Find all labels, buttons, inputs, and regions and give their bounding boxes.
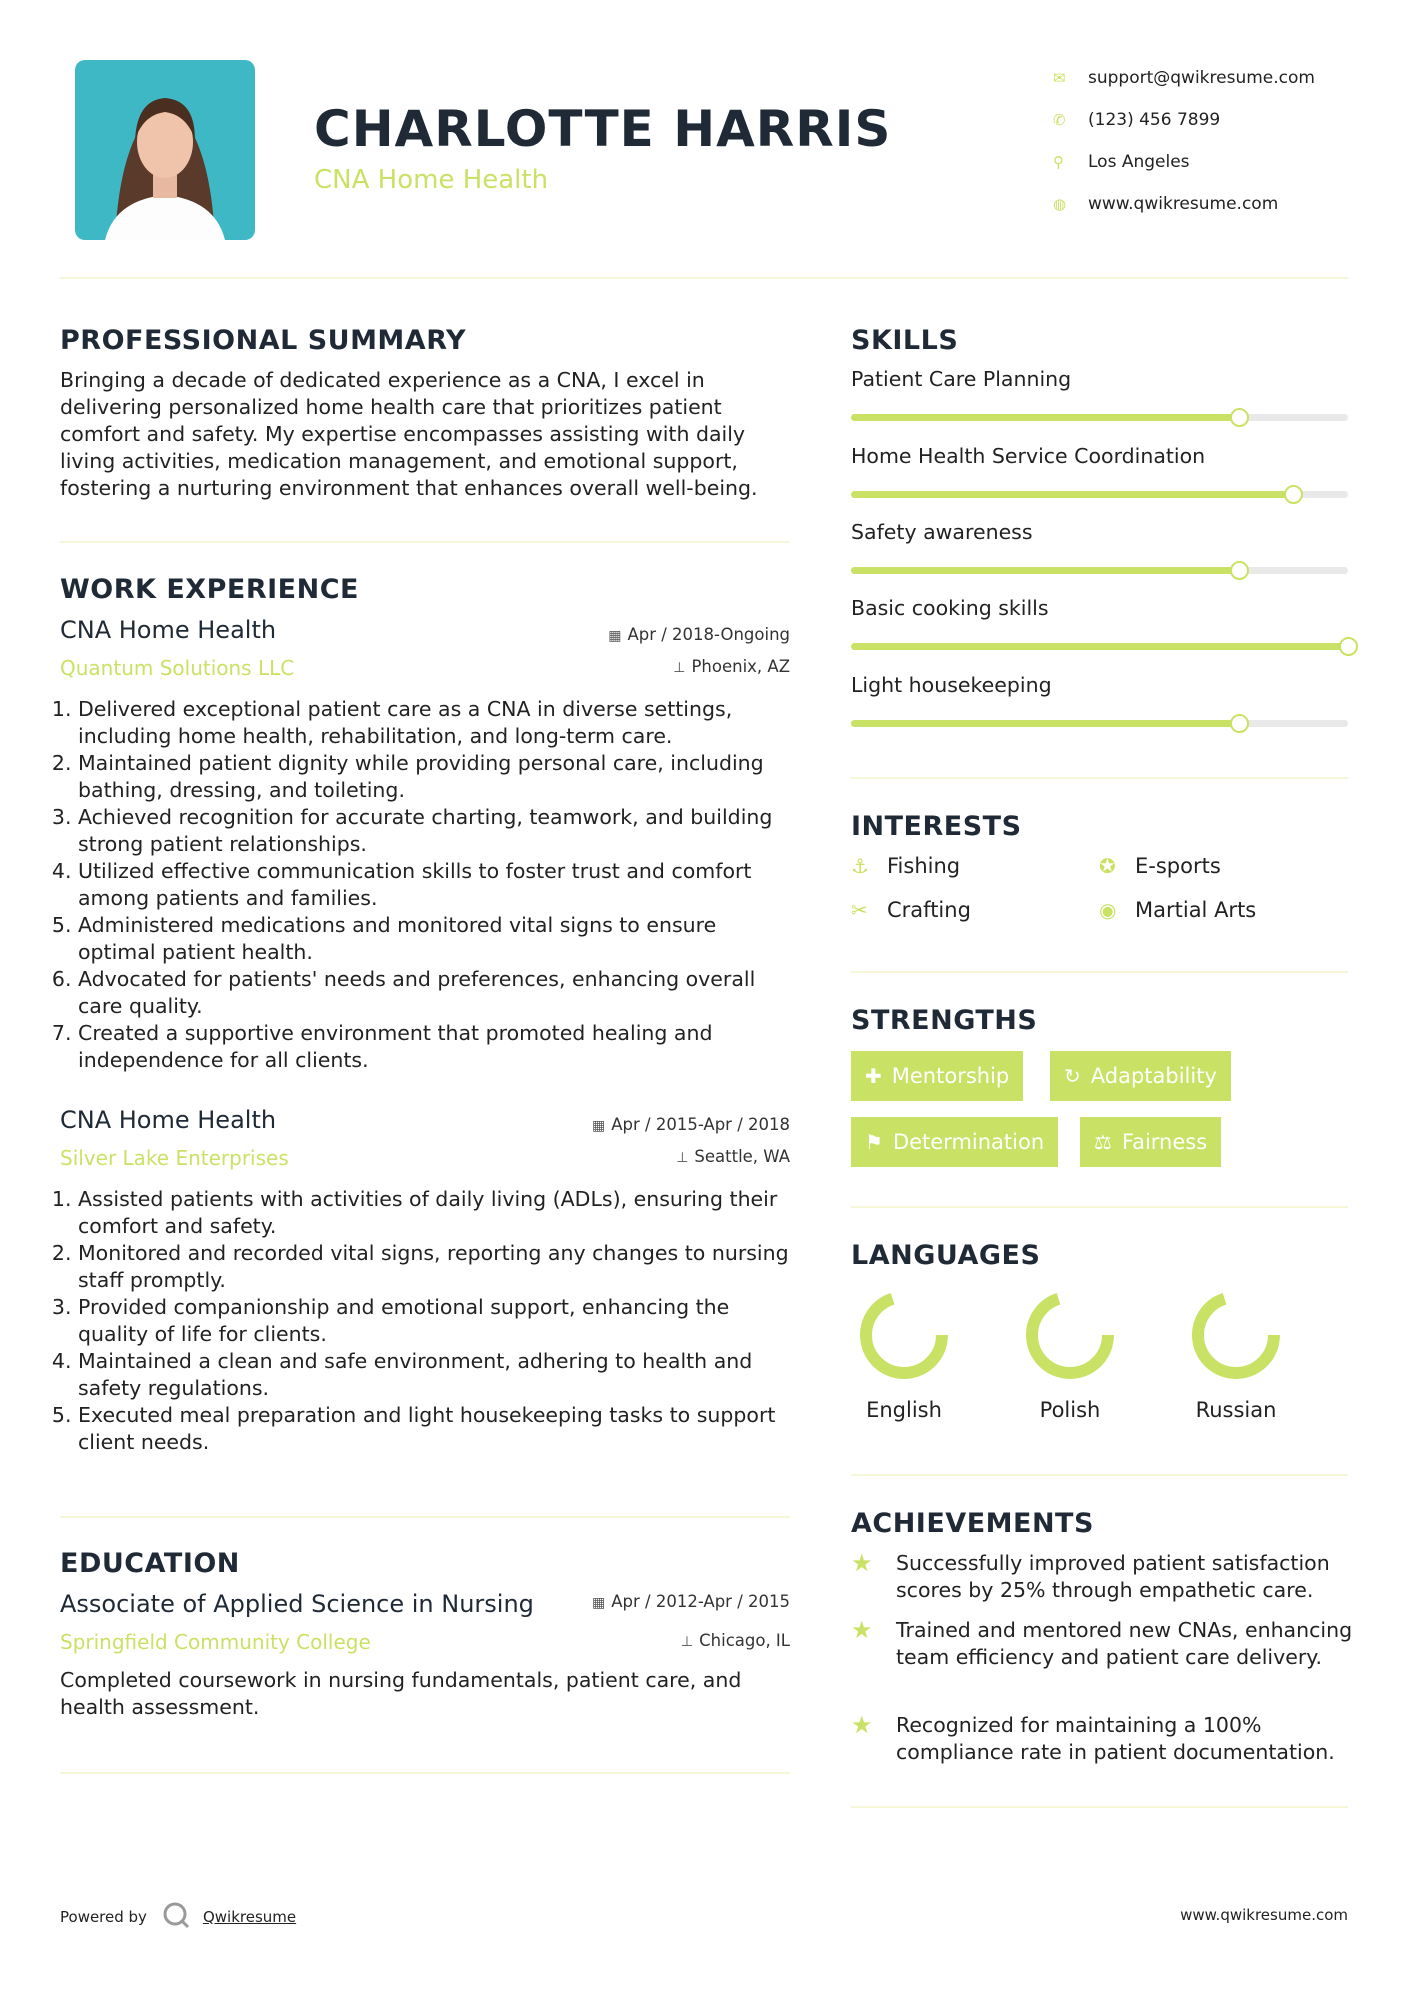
skill-bar [851,720,1348,727]
star-icon: ★ [851,1549,873,1577]
language-item [1005,1290,1135,1422]
strength-badge: ↻ Adaptability [1050,1051,1231,1101]
list-item: 1. Assisted patients with activities of daily living (ADLs), ensuring their comfort and safety. [78,1186,800,1240]
strengths-title: STRENGTHS [851,1005,1038,1036]
interest-item: ✂ Crafting [851,898,971,922]
achievement-item: ★ Recognized for maintaining a 100% compliance rate in patient documentation. [851,1711,1335,1764]
anchor-icon: ⚓ [851,854,869,878]
footer-powered-by [60,1900,296,1934]
interest-item: ◉ Martial Arts [1099,898,1257,922]
education-divider [60,1772,790,1774]
education-title: EDUCATION [60,1548,240,1579]
strength-badge: ⚖ Fairness [1080,1117,1221,1167]
contact-website[interactable] [1050,183,1350,225]
contact-location [1050,141,1350,183]
star-icon: ★ [851,1711,873,1739]
skill-bar [851,643,1348,650]
location-pin-icon: ⚲ [1053,153,1064,171]
calendar-icon: ▦ [592,1595,606,1611]
interest-item: ✪ E-sports [1099,854,1221,878]
skill-bar [851,414,1348,421]
language-item [1171,1290,1301,1422]
refresh-icon: ↻ [1064,1064,1081,1088]
job-location: ⊥ Seattle, WA [676,1147,790,1166]
skill-bar-fill [851,567,1239,574]
calendar-icon: ▦ [592,1118,606,1134]
scissors-icon: ✂ [851,898,868,922]
contact-email-text: support@qwikresume.com [1088,68,1315,88]
interests-title: INTERESTS [851,811,1022,842]
job-dates: ▦ Apr / 2015-Apr / 2018 [592,1115,790,1134]
star-icon: ★ [851,1616,873,1644]
job-title: CNA Home Health [60,1106,277,1134]
skill-bar-knob [1284,485,1303,504]
summary-title: PROFESSIONAL SUMMARY [60,325,467,356]
language-ring [859,1290,949,1380]
job-company: Quantum Solutions LLC [60,656,295,680]
strengths-divider [851,1206,1348,1208]
globe-icon: ◉ [1099,898,1117,922]
language-item [839,1290,969,1422]
pin-icon: ⊥ [673,660,686,676]
job-dates: ▦ Apr / 2018-Ongoing [608,625,790,644]
education-dates: ▦ Apr / 2012-Apr / 2015 [592,1592,790,1611]
skill-bar-fill [851,414,1239,421]
job-duties-list [58,696,800,1074]
skill-bar [851,491,1348,498]
skill-label: Light housekeeping [851,673,1052,697]
summary-text: Bringing a decade of dedicated experience as a CNA, I excel in delivering personalized home health care that prioritizes patient comfort and safety. My expertise encompasses assisting with daily living activities, medication management, and emotional support, fostering a nurturing environment that enhances overall well-being. [60,368,758,500]
education-text: Completed coursework in nursing fundamentals, patient care, and health assessment. [60,1668,742,1719]
gamepad-icon: ✪ [1099,854,1116,878]
languages-divider [851,1474,1348,1476]
skill-bar-knob [1339,637,1358,656]
list-item: 5. Executed meal preparation and light housekeeping tasks to support client needs. [78,1402,800,1456]
strength-badge: ⚑ Determination [851,1117,1058,1167]
experience-divider [60,1516,790,1518]
summary-divider [60,541,790,543]
list-item: 5. Administered medications and monitored vital signs to ensure optimal patient health. [78,912,800,966]
skill-bar-knob [1230,408,1249,427]
job-location: ⊥ Phoenix, AZ [673,657,790,676]
calendar-icon: ▦ [608,628,622,644]
globe-icon: ◍ [1053,195,1067,213]
qwikresume-logo-icon [161,1900,191,1934]
skill-label: Patient Care Planning [851,367,1072,391]
contact-email[interactable] [1050,57,1350,99]
job-duties-list [58,1186,800,1456]
skill-label: Basic cooking skills [851,596,1049,620]
pin-icon: ⊥ [680,1634,694,1650]
list-item: 7. Created a supportive environment that promoted healing and independence for all clients. [78,1020,800,1074]
footer-url[interactable]: www.qwikresume.com [1180,1906,1348,1924]
contact-phone[interactable] [1050,99,1350,141]
powered-by-text: Powered by [60,1908,147,1926]
language-label: Russian [1195,1398,1277,1422]
language-ring [1025,1290,1115,1380]
list-item: 3. Provided companionship and emotional support, enhancing the quality of life for clients. [78,1294,800,1348]
list-item: 2. Monitored and recorded vital signs, reporting any changes to nursing staff promptly. [78,1240,800,1294]
candidate-name: CHARLOTTE HARRIS [314,100,892,158]
experience-title: WORK EXPERIENCE [60,574,359,605]
profile-photo [75,60,255,240]
list-item: 6. Advocated for patients' needs and preferences, enhancing overall care quality. [78,966,800,1020]
contact-phone-text: (123) 456 7899 [1088,110,1221,130]
phone-icon: ✆ [1053,111,1066,129]
education-location: ⊥ Chicago, IL [680,1631,790,1650]
contact-list [1050,57,1350,225]
contact-website-text: www.qwikresume.com [1088,194,1279,214]
list-item: 4. Maintained a clean and safe environment, adhering to health and safety regulations. [78,1348,800,1402]
interest-item: ⚓ Fishing [851,854,961,878]
skills-title: SKILLS [851,325,959,356]
user-plus-icon: ✚ [865,1064,882,1088]
job-title: CNA Home Health [60,616,277,644]
contact-location-text: Los Angeles [1088,152,1190,172]
balance-scale-icon: ⚖ [1094,1130,1112,1154]
language-label: English [866,1398,942,1422]
interests-divider [851,971,1348,973]
languages-title: LANGUAGES [851,1240,1041,1271]
education-degree: Associate of Applied Science in Nursing [60,1590,534,1618]
list-item: 2. Maintained patient dignity while providing personal care, including bathing, dressing, and toileting. [78,750,800,804]
education-school: Springfield Community College [60,1630,371,1654]
skill-bar-fill [851,491,1293,498]
envelope-icon: ✉ [1053,69,1066,87]
flag-icon: ⚑ [865,1130,883,1154]
job-company: Silver Lake Enterprises [60,1146,289,1170]
achievement-item: ★ Trained and mentored new CNAs, enhancing team efficiency and patient care delivery. [851,1616,1353,1669]
skill-bar-knob [1230,561,1249,580]
achievements-title: ACHIEVEMENTS [851,1508,1094,1539]
achievements-divider [851,1806,1348,1808]
list-item: 1. Delivered exceptional patient care as a CNA in diverse settings, including home health, rehabilitation, and long-term care. [78,696,800,750]
skills-divider [851,777,1348,779]
skill-bar [851,567,1348,574]
list-item: 4. Utilized effective communication skills to foster trust and comfort among patients and families. [78,858,800,912]
skill-bar-fill [851,643,1348,650]
qwikresume-link[interactable]: Qwikresume [202,1908,297,1926]
skill-label: Home Health Service Coordination [851,444,1206,468]
pin-icon: ⊥ [676,1150,689,1166]
header-divider [60,277,1348,279]
skill-bar-knob [1230,714,1249,733]
achievement-item: ★ Successfully improved patient satisfaction scores by 25% through empathetic care. [851,1549,1330,1602]
language-ring [1191,1290,1281,1380]
skill-label: Safety awareness [851,520,1033,544]
skill-bar-fill [851,720,1239,727]
candidate-role: CNA Home Health [314,165,549,195]
strength-badge: ✚ Mentorship [851,1051,1023,1101]
language-label: Polish [1039,1398,1101,1422]
list-item: 3. Achieved recognition for accurate charting, teamwork, and building strong patient relationships. [78,804,800,858]
